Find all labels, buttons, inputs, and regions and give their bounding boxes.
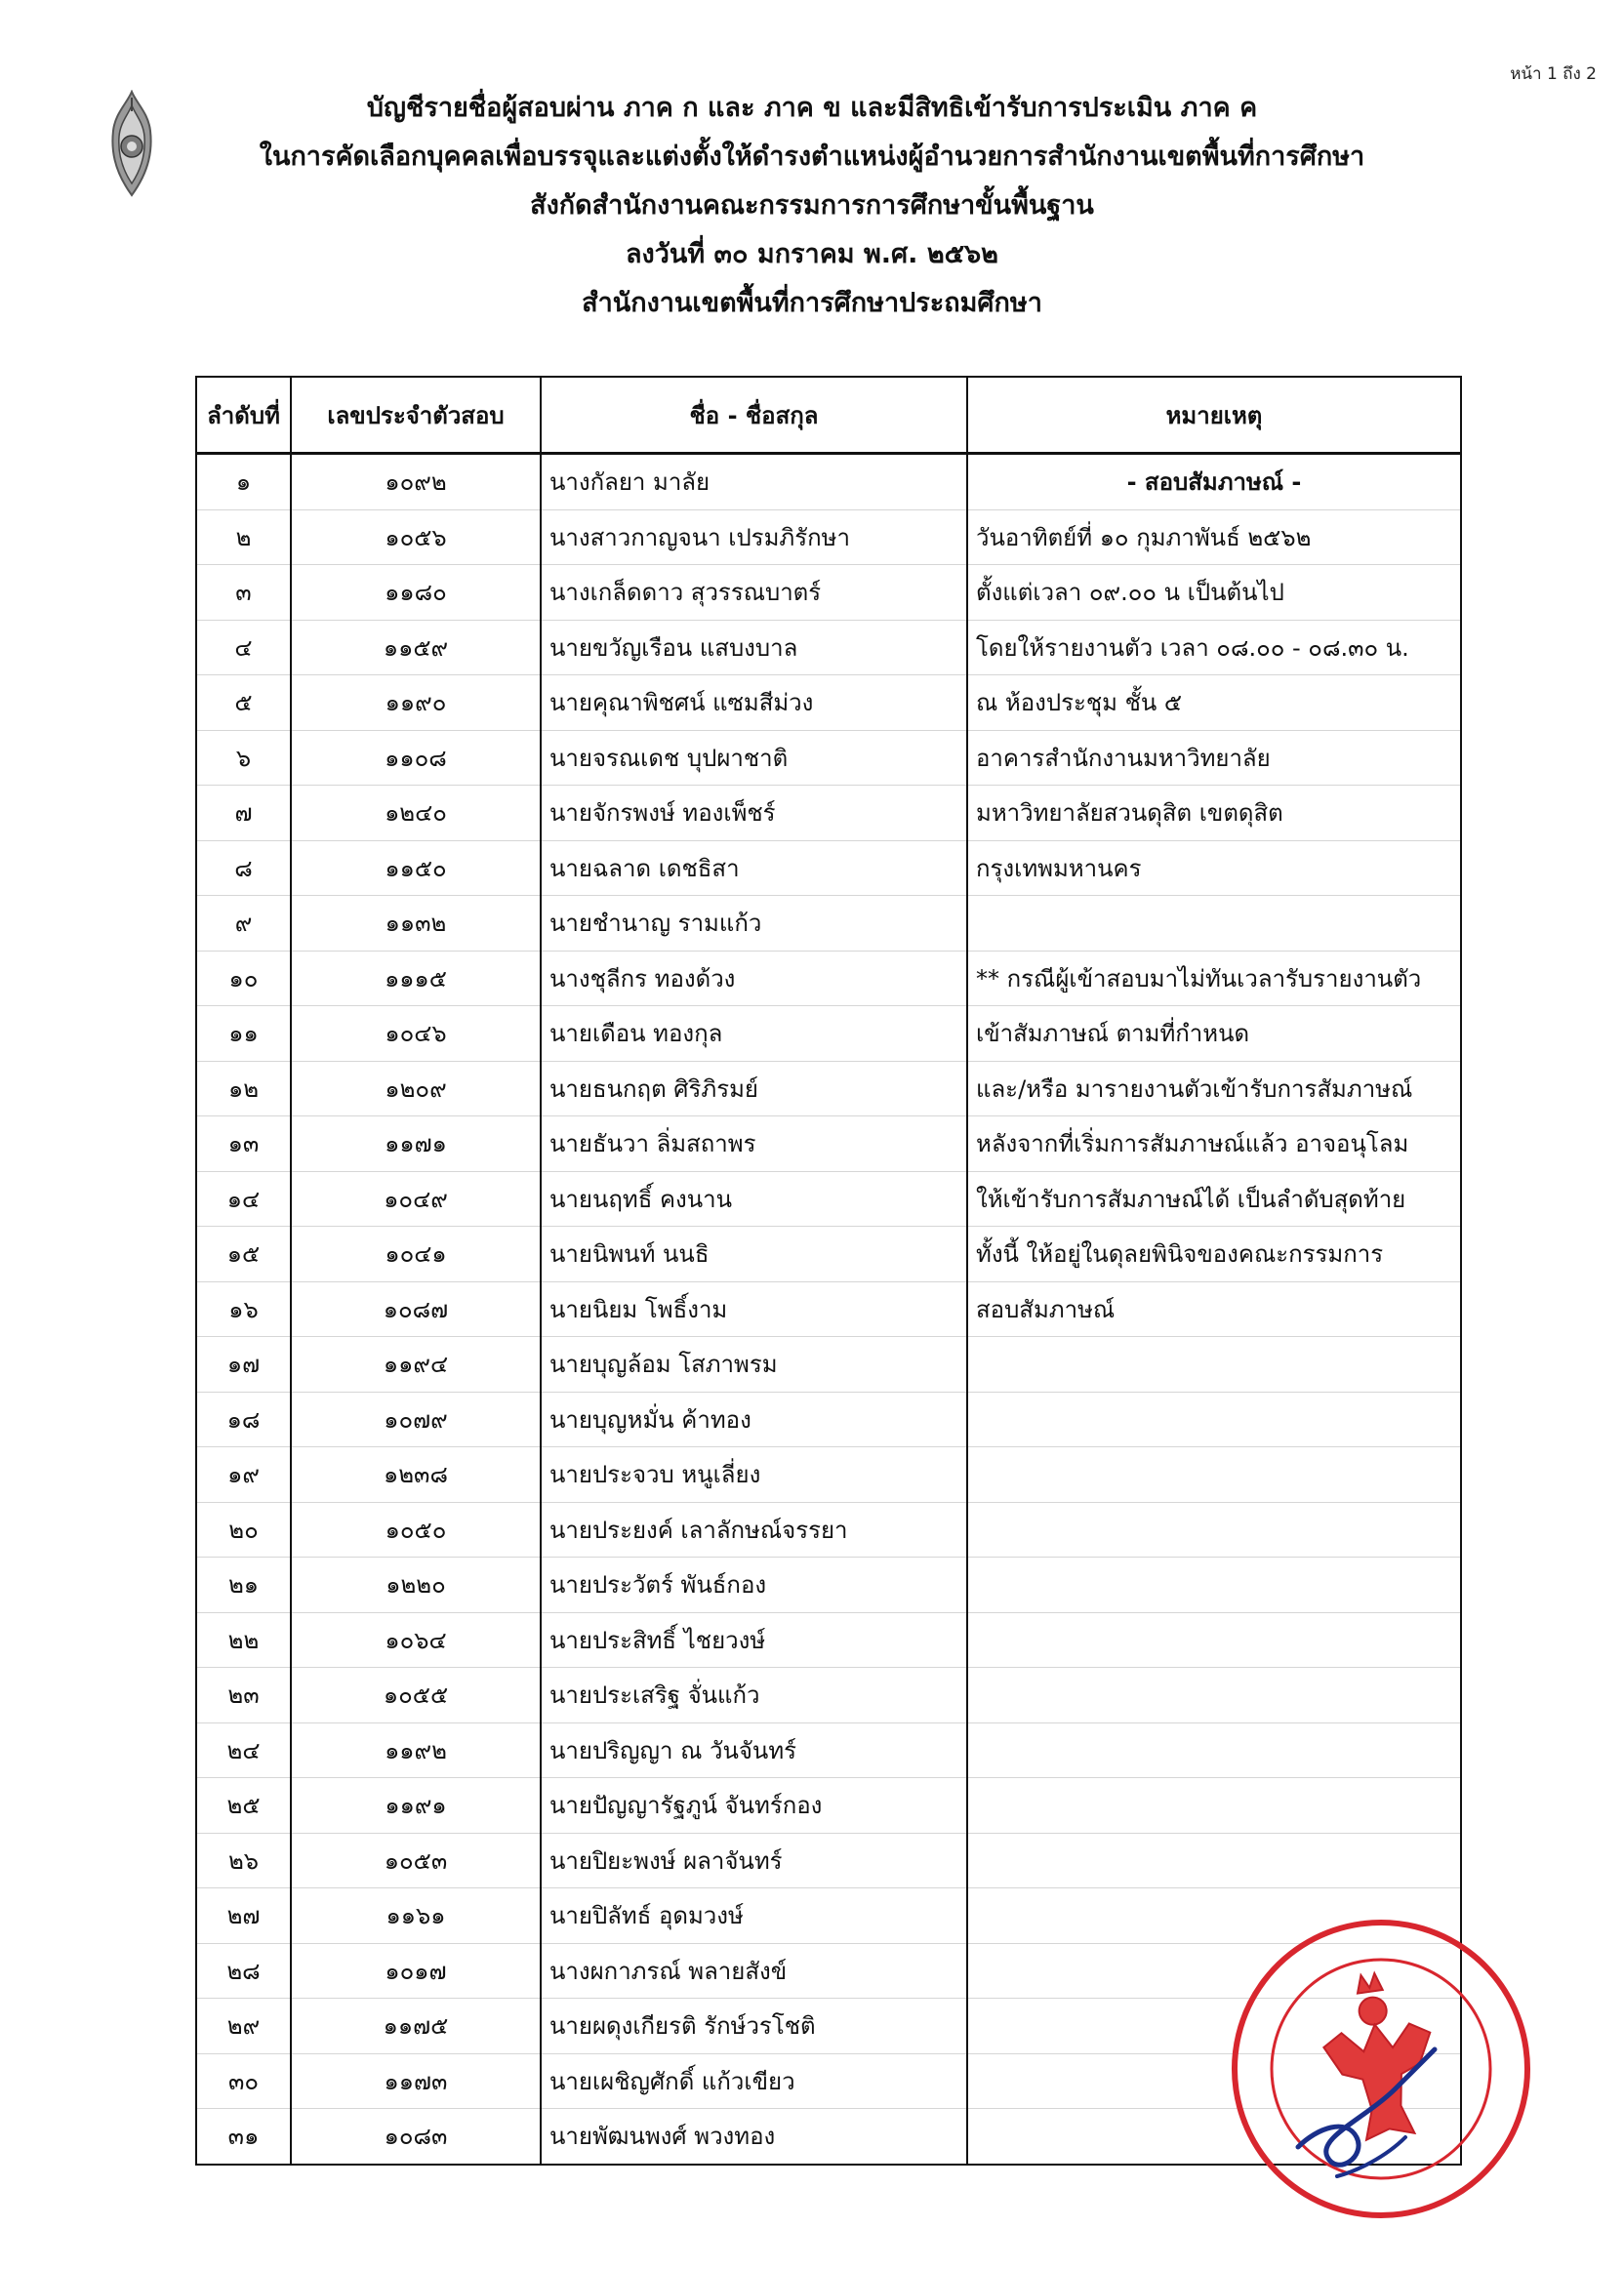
row-note: - สอบสัมภาษณ์ - (967, 454, 1461, 510)
row-seq: ๓ (196, 565, 291, 621)
row-note: ตั้งแต่เวลา ๐๙.๐๐ น เป็นต้นไป (967, 565, 1461, 621)
row-seq: ๒๐ (196, 1502, 291, 1558)
row-exam-id: ๑๒๓๘ (291, 1447, 541, 1503)
row-name: นายเดือน ทองกุล (541, 1006, 967, 1062)
table-row (196, 1337, 1461, 1393)
row-seq: ๒๕ (196, 1778, 291, 1834)
row-name: นางสาวกาญจนา เปรมภิรักษา (541, 509, 967, 565)
header-office: สำนักงานเขตพื้นที่การศึกษาประถมศึกษา (582, 288, 1042, 318)
row-seq: ๒๒ (196, 1612, 291, 1668)
row-exam-id: ๑๑๕๙ (291, 620, 541, 675)
row-seq: ๑๕ (196, 1227, 291, 1282)
row-name: นายคุณาพิชศน์ แซมสีม่วง (541, 675, 967, 731)
row-note (967, 1558, 1461, 1613)
row-note: มหาวิทยาลัยสวนดุสิต เขตดุสิต (967, 786, 1461, 841)
row-exam-id: ๑๐๕๕ (291, 1668, 541, 1723)
table-row (196, 1392, 1461, 1447)
row-name: นางผกาภรณ์ พลายสังข์ (541, 1943, 967, 1999)
row-name: นายบุญหมั่น ค้าทอง (541, 1392, 967, 1447)
row-name: นายบุญล้อม โสภาพรม (541, 1337, 967, 1393)
row-seq: ๒๙ (196, 1999, 291, 2054)
table-row (196, 896, 1461, 952)
row-seq: ๑๐ (196, 951, 291, 1006)
row-name: นายประจวบ หนูเลี่ยง (541, 1447, 967, 1503)
candidate-table (195, 376, 1462, 2166)
table-row (196, 620, 1461, 675)
row-name: นายประวัตร์ พันธ์กอง (541, 1558, 967, 1613)
header-date: ลงวันที่ ๓๐ มกราคม พ.ศ. ๒๕๖๒ (626, 239, 998, 269)
row-seq: ๑๖ (196, 1281, 291, 1337)
row-note (967, 1833, 1461, 1888)
row-name: นายฉลาด เดชธิสา (541, 840, 967, 896)
table-row (196, 454, 1461, 510)
row-name: นายปิลัทธ์ อุดมวงษ์ (541, 1888, 967, 1944)
row-seq: ๔ (196, 620, 291, 675)
row-seq: ๒๖ (196, 1833, 291, 1888)
table-row (196, 1722, 1461, 1778)
row-name: นายธันวา ลิ่มสถาพร (541, 1116, 967, 1172)
table-row (196, 1833, 1461, 1888)
row-seq: ๒ (196, 509, 291, 565)
row-name: นายปิยะพงษ์ ผลาจันทร์ (541, 1833, 967, 1888)
table-row (196, 1116, 1461, 1172)
row-seq: ๑๑ (196, 1006, 291, 1062)
row-name: นายนิพนท์ นนธิ (541, 1227, 967, 1282)
row-exam-id: ๑๑๖๑ (291, 1888, 541, 1944)
row-seq: ๖ (196, 730, 291, 786)
col-header-exam-id: เลขประจำตัวสอบ (291, 377, 541, 454)
row-name: นายธนกฤต ศิริภิรมย์ (541, 1061, 967, 1116)
table-row (196, 1006, 1461, 1062)
row-exam-id: ๑๒๔๐ (291, 786, 541, 841)
header-subtitle: ในการคัดเลือกบุคคลเพื่อบรรจุและแต่งตั้งให้ดำรงตำแหน่งผู้อำนวยการสำนักงานเขตพื้นที่การศึกษา (259, 142, 1365, 172)
row-note (967, 1668, 1461, 1723)
table-row (196, 675, 1461, 731)
row-note: อาคารสำนักงานมหาวิทยาลัย (967, 730, 1461, 786)
table-row (196, 840, 1461, 896)
row-seq: ๕ (196, 675, 291, 731)
row-exam-id: ๑๐๔๖ (291, 1006, 541, 1062)
row-name: นายจักรพงษ์ ทองเพ็ชร์ (541, 786, 967, 841)
row-seq: ๑๘ (196, 1392, 291, 1447)
table-row (196, 1778, 1461, 1834)
row-exam-id: ๑๑๐๘ (291, 730, 541, 786)
row-note: ** กรณีผู้เข้าสอบมาไม่ทันเวลารับรายงานตัว (967, 951, 1461, 1006)
row-seq: ๓๐ (196, 2053, 291, 2109)
row-exam-id: ๑๐๔๑ (291, 1227, 541, 1282)
table-row (196, 1171, 1461, 1227)
page-number: หน้า 1 ถึง 2 (1510, 64, 1597, 84)
row-name: นางเกล็ดดาว สุวรรณบาตร์ (541, 565, 967, 621)
row-name: นายปัญญารัฐภูน์ จันทร์กอง (541, 1778, 967, 1834)
row-exam-id: ๑๑๘๐ (291, 565, 541, 621)
header-title: บัญชีรายชื่อผู้สอบผ่าน ภาค ก และ ภาค ข และมีสิทธิเข้ารับการประเมิน ภาค ค (366, 93, 1258, 123)
row-exam-id: ๑๐๕๖ (291, 509, 541, 565)
row-name: นายประเสริฐ จั่นแก้ว (541, 1668, 967, 1723)
row-exam-id: ๑๐๗๙ (291, 1392, 541, 1447)
table-row (196, 1612, 1461, 1668)
row-exam-id: ๑๑๙๒ (291, 1722, 541, 1778)
table-row (196, 1281, 1461, 1337)
row-note: และ/หรือ มารายงานตัวเข้ารับการสัมภาษณ์ (967, 1061, 1461, 1116)
row-exam-id: ๑๑๑๕ (291, 951, 541, 1006)
row-note (967, 1778, 1461, 1834)
row-name: นายขวัญเรือน แสบงบาล (541, 620, 967, 675)
row-seq: ๑ (196, 454, 291, 510)
row-note (967, 896, 1461, 952)
row-exam-id: ๑๑๙๔ (291, 1337, 541, 1393)
row-seq: ๘ (196, 840, 291, 896)
row-note (967, 1392, 1461, 1447)
row-exam-id: ๑๒๐๙ (291, 1061, 541, 1116)
row-name: นางกัลยา มาลัย (541, 454, 967, 510)
row-exam-id: ๑๐๔๙ (291, 1171, 541, 1227)
table-row (196, 1558, 1461, 1613)
row-note (967, 1722, 1461, 1778)
table-row (196, 951, 1461, 1006)
row-note: กรุงเทพมหานคร (967, 840, 1461, 896)
row-name: นางชุลีกร ทองด้วง (541, 951, 967, 1006)
row-seq: ๙ (196, 896, 291, 952)
row-note (967, 1337, 1461, 1393)
row-seq: ๗ (196, 786, 291, 841)
row-seq: ๒๓ (196, 1668, 291, 1723)
row-seq: ๑๒ (196, 1061, 291, 1116)
row-exam-id: ๑๐๘๓ (291, 2109, 541, 2165)
row-note: ให้เข้ารับการสัมภาษณ์ได้ เป็นลำดับสุดท้าย (967, 1171, 1461, 1227)
table-row (196, 1668, 1461, 1723)
header-affiliation: สังกัดสำนักงานคณะกรรมการการศึกษาขั้นพื้นฐาน (530, 190, 1094, 221)
row-seq: ๒๔ (196, 1722, 291, 1778)
row-name: นายนิยม โพธิ์งาม (541, 1281, 967, 1337)
row-name: นายประยงค์ เลาลักษณ์จรรยา (541, 1502, 967, 1558)
table-row (196, 1061, 1461, 1116)
row-exam-id: ๑๐๖๔ (291, 1612, 541, 1668)
row-note: สอบสัมภาษณ์ (967, 1281, 1461, 1337)
row-exam-id: ๑๐๕๓ (291, 1833, 541, 1888)
row-note: ทั้งนี้ ให้อยู่ในดุลยพินิจของคณะกรรมการ (967, 1227, 1461, 1282)
row-note: ณ ห้องประชุม ชั้น ๕ (967, 675, 1461, 731)
row-seq: ๒๗ (196, 1888, 291, 1944)
row-exam-id: ๑๐๘๗ (291, 1281, 541, 1337)
row-exam-id: ๑๑๙๑ (291, 1778, 541, 1834)
row-seq: ๒๘ (196, 1943, 291, 1999)
row-exam-id: ๑๑๗๓ (291, 2053, 541, 2109)
row-note (967, 1447, 1461, 1503)
row-name: นายชำนาญ รามแก้ว (541, 896, 967, 952)
table-row (196, 1447, 1461, 1503)
row-name: นายผดุงเกียรติ รักษ์วรโชติ (541, 1999, 967, 2054)
row-name: นายปริญญา ณ วันจันทร์ (541, 1722, 967, 1778)
row-exam-id: ๑๐๑๗ (291, 1943, 541, 1999)
row-name: นายจรณเดช บุปผาชาติ (541, 730, 967, 786)
col-header-note: หมายเหตุ (967, 377, 1461, 454)
col-header-seq: ลำดับที่ (196, 377, 291, 454)
row-note: เข้าสัมภาษณ์ ตามที่กำหนด (967, 1006, 1461, 1062)
row-note: วันอาทิตย์ที่ ๑๐ กุมภาพันธ์ ๒๕๖๒ (967, 509, 1461, 565)
document-header (0, 84, 1624, 328)
row-seq: ๑๔ (196, 1171, 291, 1227)
row-note: หลังจากที่เริ่มการสัมภาษณ์แล้ว อาจอนุโลม (967, 1116, 1461, 1172)
row-seq: ๑๙ (196, 1447, 291, 1503)
table-row (196, 1227, 1461, 1282)
table-row (196, 509, 1461, 565)
row-exam-id: ๑๑๕๐ (291, 840, 541, 896)
row-note (967, 1612, 1461, 1668)
signature-mark (1279, 2030, 1454, 2206)
table-header-row (196, 377, 1461, 454)
row-exam-id: ๑๐๕๐ (291, 1502, 541, 1558)
row-seq: ๑๓ (196, 1116, 291, 1172)
row-exam-id: ๑๑๙๐ (291, 675, 541, 731)
row-exam-id: ๑๑๗๕ (291, 1999, 541, 2054)
row-name: นายประสิทธิ์ ไชยวงษ์ (541, 1612, 967, 1668)
table-row (196, 786, 1461, 841)
row-exam-id: ๑๒๒๐ (291, 1558, 541, 1613)
col-header-name: ชื่อ - ชื่อสกุล (541, 377, 967, 454)
row-name: นายนฤทธิ์ คงนาน (541, 1171, 967, 1227)
row-note: โดยให้รายงานตัว เวลา ๐๘.๐๐ - ๐๘.๓๐ น. (967, 620, 1461, 675)
table-row (196, 565, 1461, 621)
row-seq: ๑๗ (196, 1337, 291, 1393)
row-name: นายพัฒนพงศ์ พวงทอง (541, 2109, 967, 2165)
row-exam-id: ๑๑๓๒ (291, 896, 541, 952)
row-seq: ๒๑ (196, 1558, 291, 1613)
row-seq: ๓๑ (196, 2109, 291, 2165)
table-row (196, 1502, 1461, 1558)
row-exam-id: ๑๐๙๒ (291, 454, 541, 510)
row-exam-id: ๑๑๗๑ (291, 1116, 541, 1172)
row-note (967, 1502, 1461, 1558)
table-row (196, 730, 1461, 786)
row-name: นายเผชิญศักดิ์ แก้วเขียว (541, 2053, 967, 2109)
